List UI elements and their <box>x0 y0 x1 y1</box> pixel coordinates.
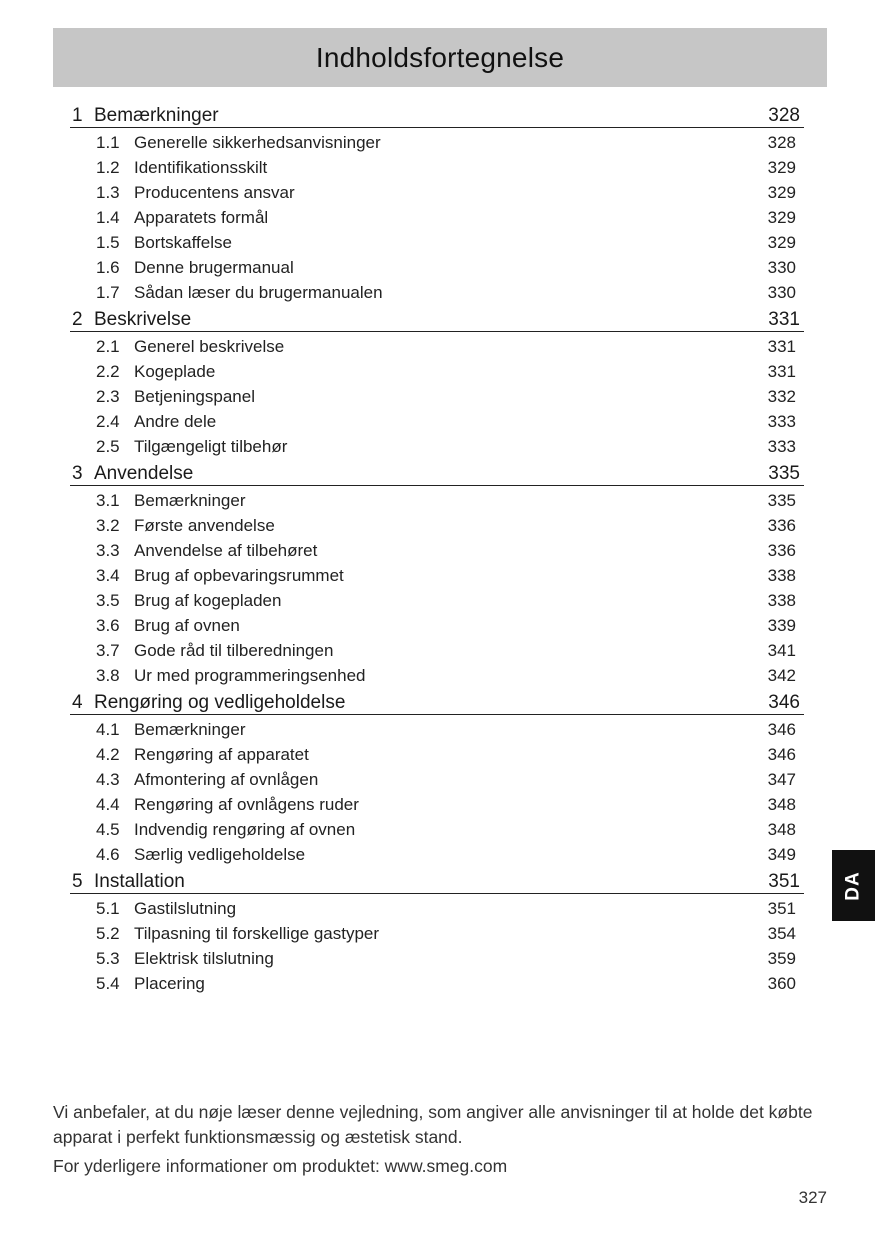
toc-subsection-4-2[interactable] <box>70 742 804 767</box>
toc-section-label: Beskrivelse <box>94 309 192 330</box>
toc-subsection-title <box>96 538 317 563</box>
toc-section-page: 351 <box>768 871 800 892</box>
toc-subsection-page: 333 <box>767 412 796 431</box>
toc-subsection-4-4[interactable] <box>70 792 804 817</box>
toc-subsection-page: 329 <box>767 208 796 227</box>
toc-subsection-page: 341 <box>767 641 796 660</box>
language-tab <box>832 850 875 921</box>
toc-subsection-3-4[interactable] <box>70 563 804 588</box>
toc-subsection-page: 360 <box>767 974 796 993</box>
toc-subsection-3-8[interactable] <box>70 663 804 688</box>
toc-subsection-1-5[interactable] <box>70 230 804 255</box>
toc-section-page: 331 <box>768 309 800 330</box>
toc-subsection-title <box>96 359 215 384</box>
toc-subsection-page: 346 <box>767 720 796 739</box>
toc-subsection-title <box>96 792 359 817</box>
toc-subsection-number: 3.4 <box>96 566 120 585</box>
toc-subsection-4-1[interactable] <box>70 717 804 742</box>
toc-section-number: 5 <box>72 871 83 892</box>
toc-subsection-4-5[interactable] <box>70 817 804 842</box>
toc-subsection-page: 336 <box>767 541 796 560</box>
toc-subsection-number: 5.3 <box>96 949 120 968</box>
toc-subsection-page: 348 <box>767 820 796 839</box>
toc-section-1[interactable] <box>70 103 804 128</box>
toc-subsection-label: Indvendig rengøring af ovnen <box>134 820 356 839</box>
toc-subsection-number: 3.2 <box>96 516 120 535</box>
footer-more-info: For yderligere informationer om produktet: www.smeg.com <box>53 1156 508 1176</box>
toc-subsection-3-1[interactable] <box>70 488 804 513</box>
toc-subsection-number: 1.1 <box>96 133 120 152</box>
toc-subsection-title <box>96 588 281 613</box>
toc-subsection-number: 1.2 <box>96 158 120 177</box>
toc-subsection-page: 335 <box>767 491 796 510</box>
toc-subsection-title <box>96 921 379 946</box>
toc-subsection-page: 330 <box>767 258 796 277</box>
toc-subsection-page: 329 <box>767 183 796 202</box>
toc-subsection-label: Brug af ovnen <box>134 616 240 635</box>
toc-subsection-2-4[interactable] <box>70 409 804 434</box>
toc-section-4[interactable] <box>70 690 804 715</box>
toc-subsection-title <box>96 971 205 996</box>
toc-subsection-page: 330 <box>767 283 796 302</box>
toc-subsection-5-2[interactable] <box>70 921 804 946</box>
toc-section-label: Rengøring og vedligeholdelse <box>94 692 346 713</box>
toc-subsection-number: 4.1 <box>96 720 120 739</box>
toc-subsection-label: Rengøring af ovnlågens ruder <box>134 795 359 814</box>
toc-subsection-page: 338 <box>767 566 796 585</box>
toc-subsection-1-7[interactable] <box>70 280 804 305</box>
toc-subsection-page: 329 <box>767 158 796 177</box>
toc-subsection-3-3[interactable] <box>70 538 804 563</box>
toc-section-number: 1 <box>72 105 83 126</box>
footer-recommendation: Vi anbefaler, at du nøje læser denne vejledning, som angiver alle anvisninger til at holde det købte apparat i perfekt funktionsmæssig og æstetisk stand. <box>53 1102 813 1147</box>
toc-subsection-label: Elektrisk tilslutning <box>134 949 274 968</box>
toc-subsection-page: 342 <box>767 666 796 685</box>
toc-subsection-label: Placering <box>134 974 205 993</box>
toc-subsection-page: 349 <box>767 845 796 864</box>
toc-subsection-number: 2.5 <box>96 437 120 456</box>
toc-subsection-page: 346 <box>767 745 796 764</box>
toc-subsection-number: 3.1 <box>96 491 120 510</box>
toc-subsection-3-2[interactable] <box>70 513 804 538</box>
toc-subsection-page: 328 <box>767 133 796 152</box>
toc-subsection-page: 332 <box>767 387 796 406</box>
toc-subsection-label: Brug af kogepladen <box>134 591 282 610</box>
toc-subsection-number: 4.4 <box>96 795 120 814</box>
toc-subsection-label: Generelle sikkerhedsanvisninger <box>134 133 381 152</box>
toc-section-5[interactable] <box>70 869 804 894</box>
toc-subsection-number: 3.6 <box>96 616 120 635</box>
toc-subsection-number: 2.1 <box>96 337 120 356</box>
toc-section-2[interactable] <box>70 307 804 332</box>
toc-subsection-page: 339 <box>767 616 796 635</box>
toc-section-number: 3 <box>72 463 83 484</box>
toc-subsection-number: 2.3 <box>96 387 120 406</box>
toc-subsection-label: Identifikationsskilt <box>134 158 268 177</box>
toc-subsection-number: 2.4 <box>96 412 120 431</box>
toc-section-label: Anvendelse <box>94 463 194 484</box>
toc-section-page: 346 <box>768 692 800 713</box>
toc-subsection-title <box>96 513 275 538</box>
toc-subsection-number: 4.3 <box>96 770 120 789</box>
toc-subsection-1-6[interactable] <box>70 255 804 280</box>
toc-subsection-label: Ur med programmeringsenhed <box>134 666 366 685</box>
toc-subsection-title <box>96 130 381 155</box>
toc-subsection-label: Betjeningspanel <box>134 387 255 406</box>
toc-subsection-1-2[interactable] <box>70 155 804 180</box>
toc-subsection-number: 1.6 <box>96 258 120 277</box>
toc-subsection-title <box>96 334 284 359</box>
toc-subsection-page: 331 <box>767 362 796 381</box>
toc-subsection-label: Apparatets formål <box>134 208 269 227</box>
toc-subsection-4-3[interactable] <box>70 767 804 792</box>
toc-subsection-label: Brug af opbevaringsrummet <box>134 566 344 585</box>
toc-subsection-5-1[interactable] <box>70 896 804 921</box>
toc-subsection-number: 3.5 <box>96 591 120 610</box>
toc-section-3[interactable] <box>70 461 804 486</box>
toc-subsection-page: 359 <box>767 949 796 968</box>
toc-subsection-label: Sådan læser du brugermanualen <box>134 283 383 302</box>
toc-subsection-label: Gastilslutning <box>134 899 237 918</box>
toc-subsection-title <box>96 842 305 867</box>
toc-subsection-number: 4.2 <box>96 745 120 764</box>
toc-subsection-title <box>96 742 309 767</box>
toc-subsection-number: 1.5 <box>96 233 120 252</box>
toc-section-title <box>72 307 191 332</box>
toc-subsection-page: 354 <box>767 924 796 943</box>
toc-subsection-label: Tilgængeligt tilbehør <box>134 437 288 456</box>
toc-subsection-title <box>96 896 236 921</box>
toc-subsection-title <box>96 488 246 513</box>
toc-section-page: 328 <box>768 105 800 126</box>
toc-subsection-label: Første anvendelse <box>134 516 275 535</box>
toc-subsection-label: Bortskaffelse <box>134 233 232 252</box>
toc-subsection-4-6[interactable] <box>70 842 804 867</box>
toc-subsection-list <box>70 332 804 459</box>
toc-subsection-title <box>96 663 366 688</box>
toc-subsection-number: 3.3 <box>96 541 120 560</box>
toc-subsection-number: 3.7 <box>96 641 120 660</box>
toc-subsection-label: Anvendelse af tilbehøret <box>134 541 318 560</box>
toc-subsection-title <box>96 613 240 638</box>
toc-subsection-title <box>96 255 294 280</box>
toc-subsection-number: 4.5 <box>96 820 120 839</box>
toc-subsection-label: Tilpasning til forskellige gastyper <box>134 924 380 943</box>
toc-subsection-label: Kogeplade <box>134 362 216 381</box>
toc-subsection-3-7[interactable] <box>70 638 804 663</box>
table-of-contents <box>70 101 804 996</box>
toc-subsection-title <box>96 434 287 459</box>
toc-section-title <box>72 690 345 715</box>
toc-subsection-label: Denne brugermanual <box>134 258 294 277</box>
toc-subsection-title <box>96 155 267 180</box>
toc-subsection-label: Gode råd til tilberedningen <box>134 641 334 660</box>
toc-subsection-3-5[interactable] <box>70 588 804 613</box>
toc-subsection-number: 5.1 <box>96 899 120 918</box>
toc-subsection-title <box>96 638 333 663</box>
toc-subsection-label: Særlig vedligeholdelse <box>134 845 306 864</box>
footer <box>53 1100 827 1179</box>
toc-subsection-page: 348 <box>767 795 796 814</box>
toc-subsection-page: 336 <box>767 516 796 535</box>
toc-subsection-title <box>96 409 216 434</box>
toc-subsection-1-1[interactable] <box>70 130 804 155</box>
toc-subsection-label: Afmontering af ovnlågen <box>134 770 319 789</box>
toc-subsection-title <box>96 180 295 205</box>
toc-subsection-label: Rengøring af apparatet <box>134 745 309 764</box>
toc-subsection-number: 3.8 <box>96 666 120 685</box>
toc-subsection-page: 333 <box>767 437 796 456</box>
toc-subsection-list <box>70 894 804 996</box>
toc-subsection-number: 5.2 <box>96 924 120 943</box>
toc-subsection-2-1[interactable] <box>70 334 804 359</box>
toc-subsection-label: Bemærkninger <box>134 720 246 739</box>
page-number: 327 <box>798 1188 827 1207</box>
toc-subsection-number: 2.2 <box>96 362 120 381</box>
toc-subsection-label: Generel beskrivelse <box>134 337 285 356</box>
toc-subsection-1-4[interactable] <box>70 205 804 230</box>
toc-subsection-page: 329 <box>767 233 796 252</box>
toc-subsection-5-4[interactable] <box>70 971 804 996</box>
toc-subsection-title <box>96 384 255 409</box>
toc-subsection-3-6[interactable] <box>70 613 804 638</box>
toc-section-page: 335 <box>768 463 800 484</box>
toc-section-title <box>72 869 185 894</box>
toc-subsection-title <box>96 946 274 971</box>
toc-subsection-page: 347 <box>767 770 796 789</box>
toc-subsection-label: Bemærkninger <box>134 491 246 510</box>
toc-subsection-2-3[interactable] <box>70 384 804 409</box>
toc-subsection-title <box>96 563 344 588</box>
toc-section-title <box>72 461 193 486</box>
toc-subsection-title <box>96 280 383 305</box>
toc-subsection-list <box>70 486 804 688</box>
toc-section-title <box>72 103 219 128</box>
toc-subsection-2-2[interactable] <box>70 359 804 384</box>
toc-subsection-number: 1.7 <box>96 283 120 302</box>
toc-subsection-page: 351 <box>767 899 796 918</box>
toc-section-number: 4 <box>72 692 83 713</box>
toc-subsection-label: Andre dele <box>134 412 217 431</box>
language-tab-label: DA <box>842 870 864 901</box>
toc-subsection-label: Producentens ansvar <box>134 183 295 202</box>
toc-subsection-list <box>70 715 804 867</box>
page-title: Indholdsfortegnelse <box>315 41 565 73</box>
toc-section-number: 2 <box>72 309 83 330</box>
toc-section-label: Installation <box>94 871 185 892</box>
toc-section-label: Bemærkninger <box>94 105 219 126</box>
toc-subsection-title <box>96 205 268 230</box>
toc-subsection-title <box>96 817 355 842</box>
toc-subsection-1-3[interactable] <box>70 180 804 205</box>
toc-subsection-number: 4.6 <box>96 845 120 864</box>
title-bar <box>53 28 827 87</box>
toc-subsection-number: 1.3 <box>96 183 120 202</box>
toc-subsection-list <box>70 128 804 305</box>
toc-subsection-page: 338 <box>767 591 796 610</box>
toc-subsection-number: 5.4 <box>96 974 120 993</box>
toc-subsection-title <box>96 230 232 255</box>
toc-subsection-page: 331 <box>767 337 796 356</box>
toc-subsection-2-5[interactable] <box>70 434 804 459</box>
toc-subsection-5-3[interactable] <box>70 946 804 971</box>
toc-subsection-number: 1.4 <box>96 208 120 227</box>
toc-subsection-title <box>96 717 246 742</box>
toc-subsection-title <box>96 767 318 792</box>
